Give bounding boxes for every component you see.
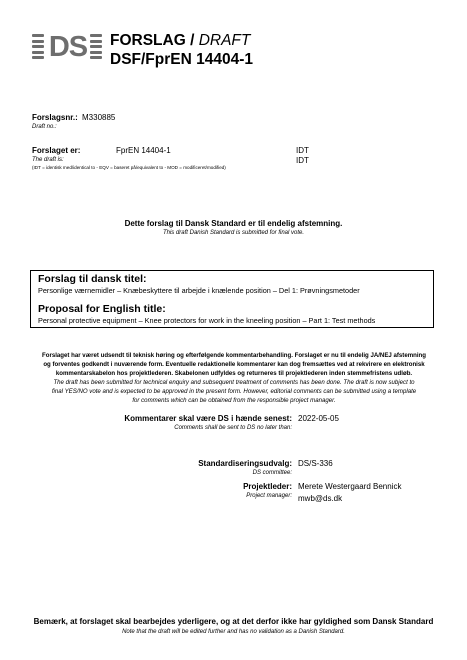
proposal-is-code-1: IDT: [296, 146, 309, 155]
notice-en-line-2: final YES/NO vote and is expected to be approved in the present form. However, editorial comments can be submitted using a template: [51, 388, 417, 395]
title-italic: DRAFT: [198, 32, 251, 49]
manager-name: Merete Westergaard Bennick: [298, 482, 402, 491]
proposal-is-label: Forslaget er:: [32, 146, 81, 155]
logo-bars-right-icon: [90, 34, 102, 60]
deadline-value: 2022-05-05: [298, 414, 339, 423]
english-title: Personal protective equipment – Knee protectors for work in the kneeling position – Part 1: Test methods: [38, 316, 376, 325]
deadline-label: Kommentarer skal være DS i hænde senest:: [124, 414, 292, 423]
proposal-no-sub: Draft no.:: [32, 124, 57, 130]
danish-title: Personlige værnemidler – Knæbeskyttere til arbejde i knælende position – Del 1: Prøvningsmetoder: [38, 286, 360, 295]
equivalence-legend: (IDT = identisk med/identical to - EQV = baseret på/equivalent to - MOD = modificeret/modified): [32, 165, 226, 170]
notice-en-line-3: for comments which can be obtained from the responsible project manager.: [132, 397, 336, 404]
status-line-da: Dette forslag til Dansk Standard er til endelig afstemning.: [124, 219, 343, 228]
notice-da-line-3: kommentarskabelon hos projektlederen. Skabelonen udfyldes og returneres til projektlederen inden stemmefristens udløb.: [55, 370, 413, 377]
footer-line-da: Bemærk, at forslaget skal bearbejdes yderligere, og at det derfor ikke har gyldighed som Dansk Standard: [33, 617, 434, 626]
proposal-is-sub: The draft is:: [32, 157, 64, 163]
logo-letters: DS: [48, 31, 88, 63]
notice-da-line-1: Forslaget har været udsendt til teknisk høring og efterfølgende kommentarbehandling. Forslaget er nu til endelig JA/NEJ afstemning: [42, 352, 426, 359]
danish-title-heading: Forslag til dansk titel:: [38, 273, 147, 285]
proposal-no-label: Forslagsnr.:: [32, 113, 78, 122]
proposal-is-value: FprEN 14404-1: [116, 146, 171, 155]
logo-bars-left-icon: [32, 34, 44, 60]
manager-sub: Project manager:: [246, 493, 292, 499]
ds-logo: [32, 31, 102, 63]
document-number: DSF/FprEN 14404-1: [110, 51, 253, 68]
manager-label: Projektleder:: [243, 482, 292, 491]
committee-label: Standardiseringsudvalg:: [198, 459, 292, 468]
deadline-sub: Comments shall be sent to DS no later than:: [174, 425, 292, 431]
title-box: [30, 270, 434, 328]
english-title-heading: Proposal for English title:: [38, 303, 166, 315]
footer-line-en: Note that the draft will be edited further and has no validation as a Danish Standard.: [122, 629, 345, 635]
status-line-en: This draft Danish Standard is submitted for final vote.: [162, 230, 305, 236]
committee-value: DS/S-336: [298, 459, 333, 468]
proposal-no-value: M330885: [82, 113, 116, 122]
manager-email[interactable]: mwb@ds.dk: [298, 494, 343, 503]
notice-da-line-2: og forventes godkendt i nuværende form. Eventuelle redaktionelle kommentarer kan dog fremsættes ved at rekvirere en elektronisk: [43, 361, 425, 368]
page-title: [110, 32, 250, 50]
title-bold: FORSLAG /: [110, 32, 199, 49]
proposal-is-code-2: IDT: [296, 156, 309, 165]
committee-sub: DS committee:: [252, 470, 292, 476]
notice-en-line-1: The draft has been submitted for technical enquiry and subsequent treatment of comments has been done. The draft is now subject to: [53, 379, 415, 386]
